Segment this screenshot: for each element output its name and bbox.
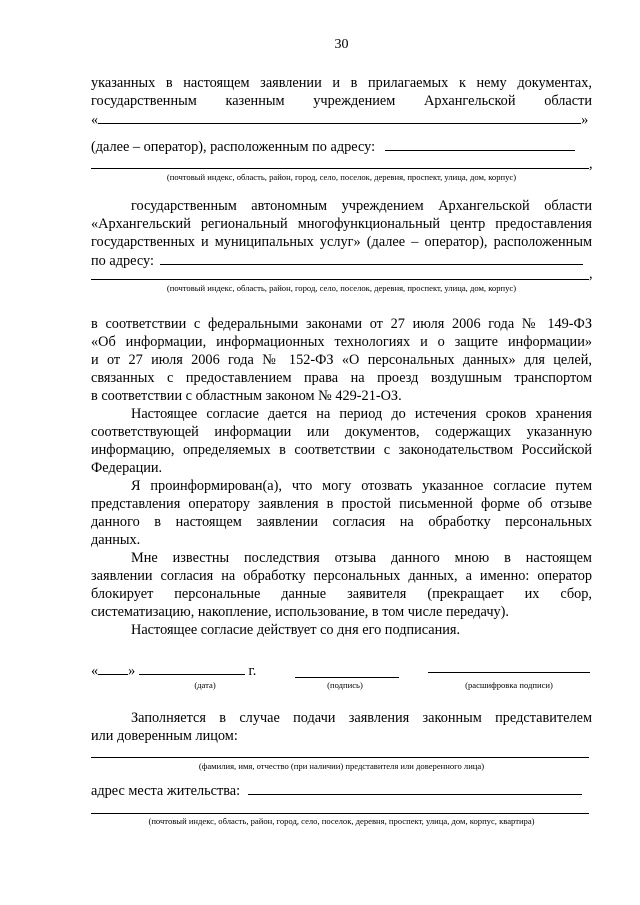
block2-line3: государственных и муниципальных услуг» (далее – оператор), расположенным (91, 234, 592, 250)
para1-line5: в соответствии с областным законом № 429-21-ОЗ. (91, 388, 402, 404)
residence-address-blank[interactable] (248, 782, 582, 795)
mfc-address-blank[interactable] (160, 252, 583, 265)
signature-line[interactable] (295, 677, 399, 678)
address-caption-2: (почтовый индекс, область, район, город, село, поселок, деревня, проспект, улица, дом, корпус) (166, 283, 517, 293)
operator-name-blank (98, 111, 581, 124)
day-blank[interactable] (98, 662, 128, 675)
para3-line4: данных. (91, 532, 141, 548)
operator-address-line (91, 138, 592, 155)
block2-address-line (91, 252, 592, 269)
block1-line4: (далее – оператор), расположенным по адресу: (91, 139, 376, 155)
signature-decoding-line[interactable] (428, 672, 590, 673)
para3-line1: Я проинформирован(а), что могу отозвать указанное согласие путем (131, 478, 592, 494)
date-quote-close: » (128, 663, 136, 679)
operator-name-field[interactable] (91, 111, 592, 128)
date-field[interactable] (91, 662, 271, 679)
page-number: 30 (334, 37, 349, 52)
comma-1: , (589, 156, 593, 172)
year-suffix: г. (248, 663, 257, 679)
block2-line4: по адресу: (91, 253, 154, 269)
para2-line4: Федерации. (91, 460, 163, 476)
para2-line2: соответствующей информации или документов, содержащих указанную (91, 424, 592, 440)
date-caption: (дата) (194, 680, 216, 690)
para5: Настоящее согласие действует со дня его подписания. (131, 622, 461, 638)
para4-line4: систематизацию, накопление, использование, в том числе передачу). (91, 604, 510, 620)
address-blank-line-2[interactable] (91, 279, 589, 280)
residence-address-line (91, 782, 592, 799)
block1-line2: государственным казенным учреждением Архангельской области (91, 93, 592, 109)
residence-address-caption: (почтовый индекс, область, район, город, село, поселок, деревня, проспект, улица, дом, корпус, квартира) (148, 816, 535, 826)
para4-line1: Мне известны последствия отзыва данного мною в настоящем (131, 550, 592, 566)
address-blank-line-1[interactable] (91, 168, 589, 169)
signature-caption: (подпись) (327, 680, 363, 690)
month-year-blank[interactable] (139, 662, 245, 675)
para1-line4: связанных с предоставлением права на проезд воздушным транспортом (91, 370, 592, 386)
para1-line2: «Об информации, информационных технологиях и о защите информации» (91, 334, 592, 350)
representative-name-line[interactable] (91, 757, 589, 758)
representative-line1: Заполняется в случае подачи заявления законным представителем (131, 710, 592, 726)
block2-line1: государственным автономным учреждением Архангельской области (131, 198, 592, 214)
comma-2: , (589, 266, 593, 282)
decoding-caption: (расшифровка подписи) (465, 680, 553, 690)
para1-line3: и от 27 июля 2006 года № 152-ФЗ «О персональных данных» для целей, (91, 352, 592, 368)
para4-line2: заявлении согласия на обработку персональных данных, а именно: оператор (91, 568, 592, 584)
block1-line1: указанных в настоящем заявлении и в прилагаемых к нему документах, (91, 75, 592, 91)
para3-line3: данного в настоящем заявлении согласия на обработку персональных (91, 514, 592, 530)
para4-line3: блокирует персональные данные заявителя (прекращает их сбор, (91, 586, 592, 602)
residence-address-label: адрес места жительства: (91, 783, 241, 799)
para2-line1: Настоящее согласие дается на период до истечения сроков хранения (131, 406, 592, 422)
representative-line2: или доверенным лицом: (91, 728, 238, 744)
block2-line2: «Архангельский региональный многофункциональный центр предоставления (91, 216, 592, 232)
para1-line1: в соответствии с федеральными законами от 27 июля 2006 года № 149-ФЗ (91, 316, 592, 332)
representative-name-caption: (фамилия, имя, отчество (при наличии) представителя или доверенного лица) (198, 761, 485, 771)
para2-line3: информацию, определяемых в соответствии с законодательством Российской (91, 442, 592, 458)
para3-line2: представления оператору заявления в простой письменной форме об отзыве (91, 496, 592, 512)
date-quote-open: « (91, 663, 99, 679)
operator-address-blank[interactable] (385, 138, 575, 151)
quote-close: » (581, 112, 589, 128)
address-caption-1: (почтовый индекс, область, район, город, село, поселок, деревня, проспект, улица, дом, корпус) (166, 172, 517, 182)
residence-address-line-2[interactable] (91, 813, 589, 814)
quote-open: « (91, 112, 99, 128)
